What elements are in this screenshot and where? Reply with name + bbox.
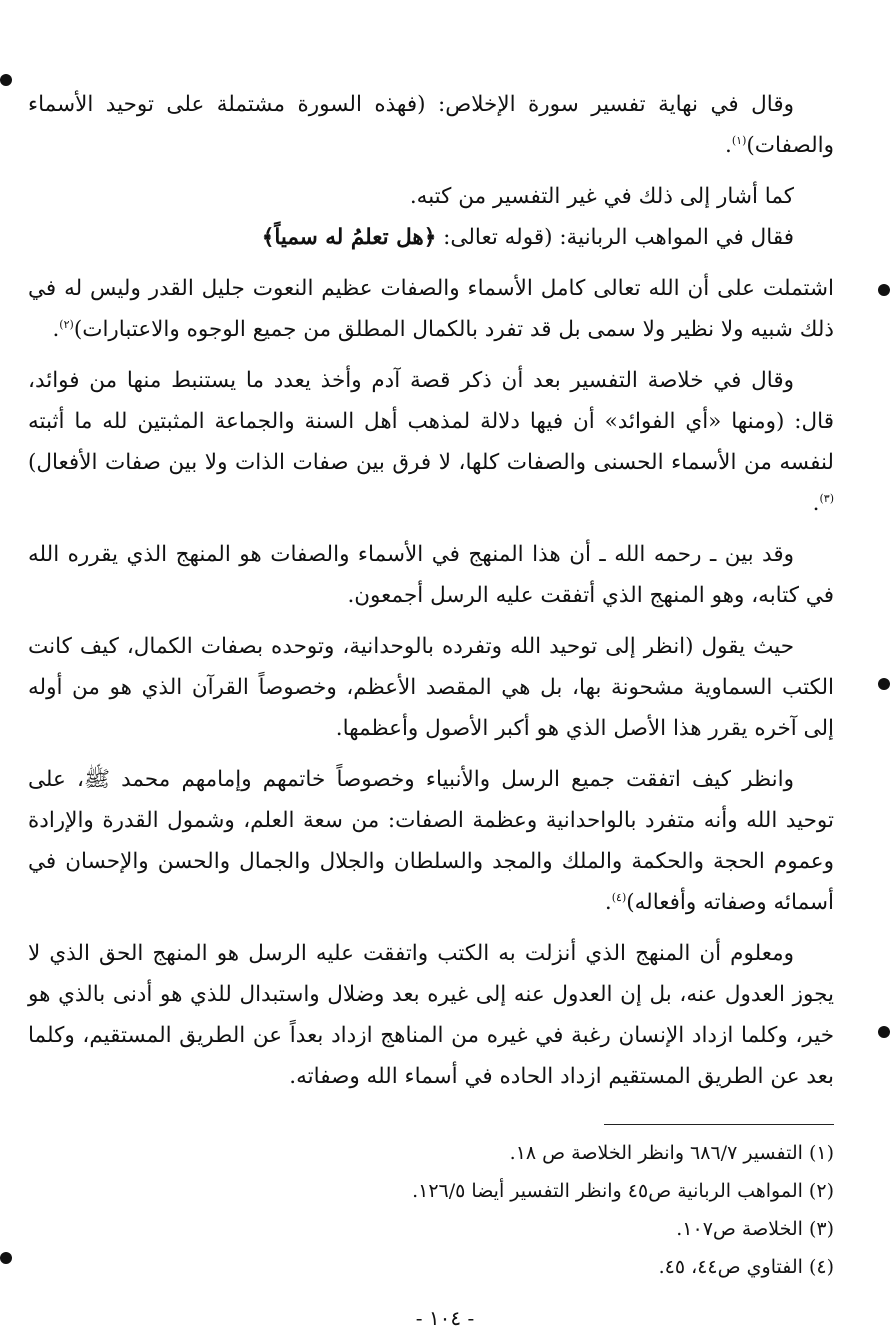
paragraph (28, 84, 834, 166)
page-number: - ١٠٤ - (415, 1306, 475, 1330)
paragraph-text: فقال في المواهب الربانية: (قوله تعالى: (436, 225, 794, 250)
paragraph-text: اشتملت على أن الله تعالى كامل الأسماء والصفات عظيم النعوت جليل القدر وليس له في ذلك شبيه ولا نظير ولا سمى بل قد تفرد بالكمال المطلق من جميع الوجوه والاعتبارات) (28, 276, 834, 342)
paragraph (28, 176, 834, 217)
footnote-ref: (٢) (59, 317, 74, 331)
ink-mark (878, 1026, 890, 1038)
paragraph (28, 534, 834, 616)
paragraph (28, 933, 834, 1097)
paragraph-text: ومعلوم أن المنهج الذي أنزلت به الكتب واتفقت عليه الرسل هو المنهج الحق الذي لا يجوز العدول عنه، بل إن العدول عنه إلى غيره بعد وضلال واستبدال للذي هو أدنى بالذي هو خير، وكلما ازداد الإنسان رغبة في غيره من المناهج ازداد بعداً عن الطريق المستقيم، وكلما بعد عن الطريق المستقيم ازداد الحاده في أسماء الله وصفاته. (28, 941, 834, 1089)
ink-mark (878, 284, 890, 296)
footnote-ref: (٤) (611, 890, 627, 904)
ink-mark (0, 1252, 12, 1264)
paragraph-end: . (52, 317, 60, 342)
paragraph-end: . (604, 890, 612, 915)
paragraph-text: كما أشار إلى ذلك في غير التفسير من كتبه. (409, 184, 794, 209)
paragraph-end: . (725, 133, 732, 158)
paragraph-text: وقال في خلاصة التفسير بعد أن ذكر قصة آدم وأخذ يعدد ما يستنبط منها من فوائد، قال: (ومنها «أي الفوائد» أن فيها دلالة لمذهب أهل السنة والجماعة المثبتين لله ما أثبته لنفسه من الأسماء الحسنى والصفات كلها، لا فرق بين صفات الذات ولا بين صفات الأفعال) (28, 368, 834, 475)
paragraph-text: حيث يقول (انظر إلى توحيد الله وتفرده بالوحدانية، وتوحده بصفات الكمال، كيف كانت الكتب السماوية مشحونة بها، بل هي المقصد الأعظم، وخصوصاً القرآن الذي هو من أوله إلى آخره يقرر هذا الأصل الذي هو أكبر الأصول وأعظمها. (28, 634, 834, 741)
paragraph-text: وانظر كيف اتفقت جميع الرسل والأنبياء وخصوصاً خاتمهم وإمامهم محمد ﷺ، على توحيد الله وأنه متفرد بالواحدانية وعظمة الصفات: من سعة العلم، وشمول القدرة والإرادة وعموم الحجة والحكمة والملك والمجد والسلطان والجلال والجمال والحسن والإحسان في أسمائه وصفاته وأفعاله) (28, 767, 834, 915)
paragraph-text: وقال في نهاية تفسير سورة الإخلاص: (فهذه السورة مشتملة على توحيد الأسماء والصفات) (28, 92, 834, 158)
paragraph (28, 268, 834, 350)
paragraph-text: وقد بين ـ رحمه الله ـ أن هذا المنهج في الأسماء والصفات هو المنهج الذي يقرره الله في كتابه، وهو المنهج الذي أتفقت عليه الرسل أجمعون. (28, 542, 834, 608)
footnote-divider (604, 1124, 834, 1125)
paragraph (28, 217, 834, 258)
main-text (28, 84, 834, 1107)
quran-verse: ﴿هل تعلمُ له سمياً﴾ (261, 225, 437, 250)
paragraph (28, 360, 834, 524)
footnote: (٣) الخلاصة ص١٠٧. (676, 1218, 834, 1240)
ink-mark (878, 678, 890, 690)
footnote-ref: (١) (731, 133, 747, 147)
paragraph (28, 759, 834, 923)
paragraph (28, 626, 834, 749)
footnotes (200, 1134, 834, 1286)
ink-mark (0, 74, 12, 86)
footnote: (١) التفسير ٦٨٦/٧ وانظر الخلاصة ص ١٨. (509, 1142, 834, 1164)
footnote: (٢) المواهب الربانية ص٤٥ وانظر التفسير أيضا ١٢٦/٥. (412, 1180, 834, 1202)
footnote: (٤) الفتاوي ص٤٤، ٤٥. (658, 1256, 834, 1278)
footnote-ref: (٣) (819, 491, 834, 505)
paragraph-end: . (812, 491, 820, 516)
